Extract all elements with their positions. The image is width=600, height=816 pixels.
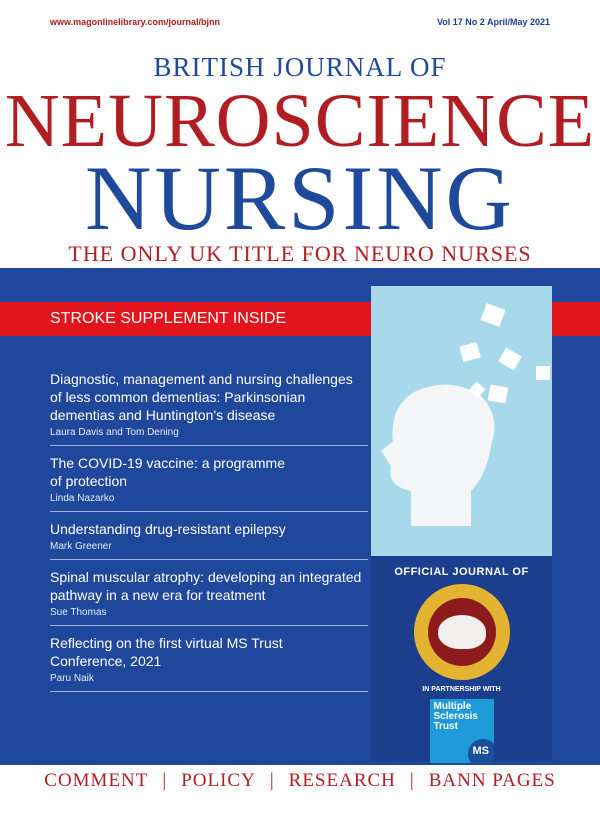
article-title: The COVID-19 vaccine: a programme of protection [50, 455, 285, 489]
article-title: Diagnostic, management and nursing challenges of less common dementias: Parkinsonian dementias and Huntington's disease [50, 371, 353, 423]
article-list [50, 370, 368, 700]
ms-trust-logo [430, 699, 494, 763]
journal-url[interactable]: www.magonlinelibrary.com/journal/bjnn [50, 17, 221, 27]
article-authors: Laura Davis and Tom Dening [50, 427, 179, 438]
section-footer [0, 770, 600, 792]
article-title: Spinal muscular atrophy: developing an integrated pathway in a new era for treatment [50, 569, 362, 603]
puzzle-head-image [371, 286, 552, 556]
tagline: THE ONLY UK TITLE FOR NEURO NURSES [68, 241, 532, 266]
article-item[interactable] [50, 634, 368, 692]
official-heading: OFFICIAL JOURNAL OF [394, 566, 529, 578]
article-authors: Linda Nazarko [50, 493, 115, 504]
article-item[interactable] [50, 370, 368, 446]
ms-trust-text: Multiple Sclerosis Trust [433, 701, 478, 732]
article-authors: Paru Naik [50, 673, 94, 684]
article-item[interactable] [50, 568, 368, 626]
bann-seal-logo [414, 584, 510, 680]
banner-text: STROKE SUPPLEMENT INSIDE [50, 310, 287, 327]
article-title: Understanding drug-resistant epilepsy [50, 521, 286, 537]
partnership-label: IN PARTNERSHIP WITH [422, 686, 501, 693]
article-item[interactable] [50, 520, 368, 560]
issue-info: Vol 17 No 2 April/May 2021 [436, 17, 550, 27]
article-authors: Mark Greener [50, 541, 112, 552]
ms-badge: MS [468, 739, 494, 763]
footer-bann-pages[interactable]: BANN PAGES [428, 770, 556, 791]
masthead-line3: NURSING [85, 147, 515, 249]
masthead-line2: NEUROSCIENCE [4, 79, 596, 163]
article-item[interactable] [50, 454, 368, 512]
footer-research[interactable]: RESEARCH [288, 770, 396, 791]
separator: | [409, 770, 415, 791]
official-journal-panel [371, 556, 552, 761]
separator: | [162, 770, 168, 791]
footer-policy[interactable]: POLICY [181, 770, 256, 791]
article-title: Reflecting on the first virtual MS Trust Conference, 2021 [50, 635, 283, 669]
separator: | [269, 770, 275, 791]
masthead-line1: BRITISH JOURNAL OF [153, 52, 447, 82]
article-authors: Sue Thomas [50, 607, 107, 618]
brain-icon [438, 615, 486, 649]
footer-comment[interactable]: COMMENT [44, 770, 149, 791]
